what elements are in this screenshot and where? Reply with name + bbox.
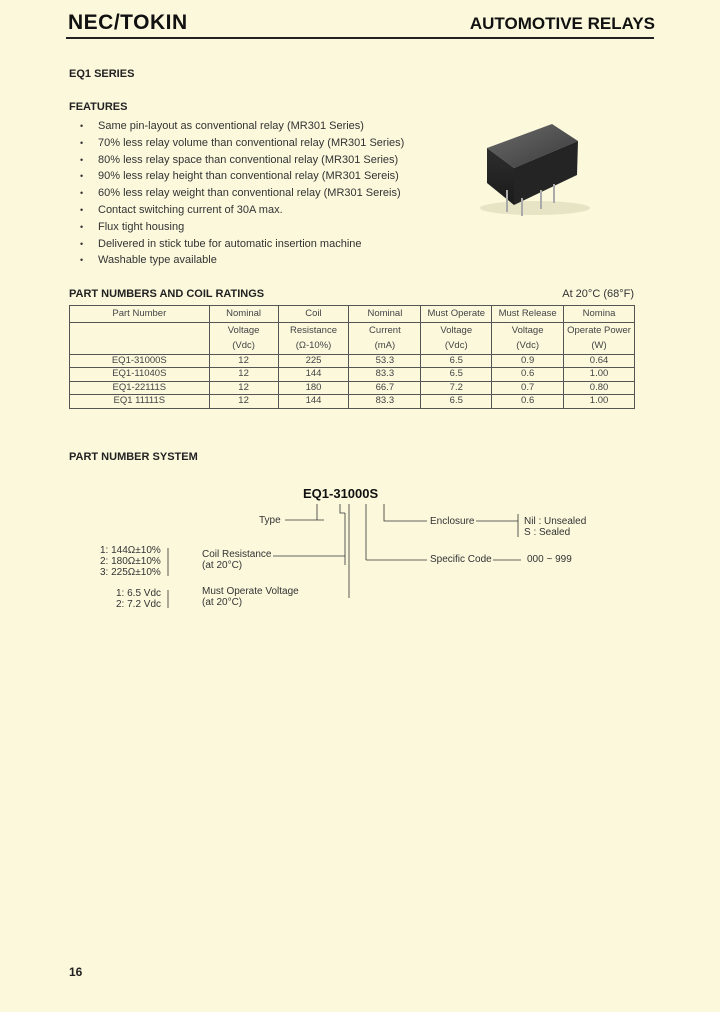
enclosure-label: Enclosure xyxy=(430,516,475,527)
pn-system-heading: PART NUMBER SYSTEM xyxy=(69,451,198,463)
specific-code-range: 000 ~ 999 xyxy=(527,554,572,565)
table-row: EQ1 11111S 12 144 83.3 6.5 0.6 1.00 xyxy=(70,395,635,409)
col-header-nominal-voltage: Nominal xyxy=(209,306,278,323)
coil-resistance-cond: (at 20°C) xyxy=(202,560,243,571)
series-title: EQ1 SERIES xyxy=(69,68,135,80)
voltage-option: 2: 7.2 Vdc xyxy=(116,599,162,610)
coil-option: 1: 144Ω±10% xyxy=(100,545,161,556)
table-row: EQ1-22111S 12 180 66.7 7.2 0.7 0.80 xyxy=(70,381,635,395)
col-header-must-operate: Must Operate xyxy=(421,306,492,323)
table-row: EQ1-11040S 12 144 83.3 6.5 0.6 1.00 xyxy=(70,368,635,382)
type-label: Type xyxy=(259,515,281,526)
ratings-heading: PART NUMBERS AND COIL RATINGS xyxy=(69,288,265,300)
coil-resistance-label: Coil Resistance xyxy=(202,549,272,560)
coil-option: 3: 225Ω±10% xyxy=(100,567,161,578)
page-title: AUTOMOTIVE RELAYS xyxy=(469,14,655,33)
feature-item: • Washable type available xyxy=(80,252,404,269)
feature-item: • Contact switching current of 30A max. xyxy=(80,202,404,219)
coil-option: 2: 180Ω±10% xyxy=(100,556,161,567)
page-number: 16 xyxy=(69,965,83,979)
nec-tokin-logo: NEC/TOKIN xyxy=(68,11,188,34)
feature-item: • 80% less relay space than conventional relay (MR301 Series) xyxy=(80,152,404,169)
table-header-row: (Vdc) (Ω-10%) (mA) (Vdc) (Vdc) (W) xyxy=(70,338,635,354)
features-heading: FEATURES xyxy=(69,101,128,113)
col-header-part-number: Part Number xyxy=(70,306,210,323)
enclosure-option: S : Sealed xyxy=(524,527,571,538)
col-header-must-release: Must Release xyxy=(492,306,564,323)
voltage-option: 1: 6.5 Vdc xyxy=(116,588,162,599)
col-header-operate-power: Nomina xyxy=(564,306,635,323)
col-header-nominal-current: Nominal xyxy=(349,306,421,323)
feature-item: • 90% less relay height than conventional relay (MR301 Sereis) xyxy=(80,168,404,185)
feature-item: • 70% less relay volume than conventional relay (MR301 Series) xyxy=(80,135,404,152)
col-header-coil-resistance: Coil xyxy=(278,306,349,323)
specific-code-label: Specific Code xyxy=(430,554,492,565)
feature-item: • Flux tight housing xyxy=(80,219,404,236)
feature-item: • Same pin-layout as conventional relay (MR301 Series) xyxy=(80,118,404,135)
table-row: EQ1-31000S 12 225 53.3 6.5 0.9 0.64 xyxy=(70,354,635,368)
feature-item: • 60% less relay weight than conventional relay (MR301 Sereis) xyxy=(80,185,404,202)
enclosure-option: Nil : Unsealed xyxy=(524,516,587,527)
feature-item: • Delivered in stick tube for automatic insertion machine xyxy=(80,236,404,253)
must-operate-voltage-label: Must Operate Voltage xyxy=(202,586,299,597)
table-header-row: Voltage Resistance Current Voltage Voltage Operate Power xyxy=(70,322,635,338)
must-operate-voltage-cond: (at 20°C) xyxy=(202,597,243,608)
pn-example-code: EQ1-31000S xyxy=(303,486,379,501)
ratings-condition: At 20°C (68°F) xyxy=(562,288,634,300)
